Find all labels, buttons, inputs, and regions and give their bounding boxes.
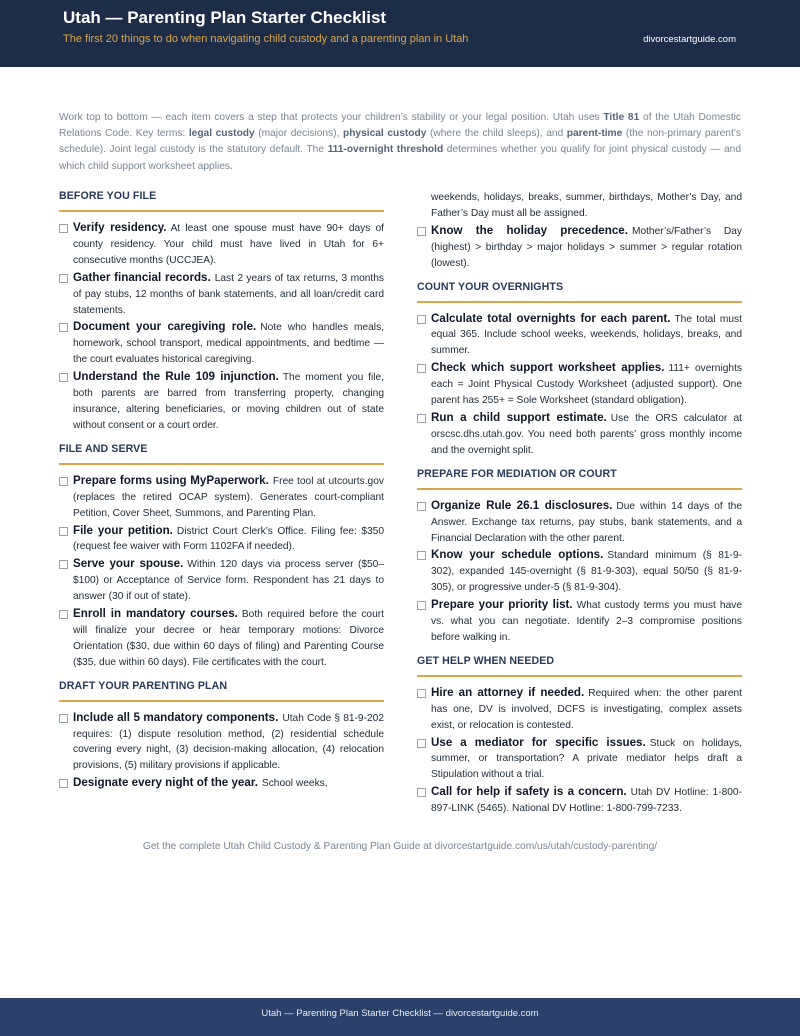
checklist-item: Organize Rule 26.1 disclosures. Due within 14 days of the Answer. Exchange tax returns, pay stubs, bank statements, and a Financial Declaration with the other parent. [417,498,742,547]
checklist-item: Know the holiday precedence. Mother’s/Father’s Day (highest) > birthday > major holidays > summer > regular rotation (lowest). [417,223,742,272]
page-subtitle: The first 20 things to do when navigating child custody and a parenting plan in Utah [63,33,469,45]
checkbox[interactable] [59,779,68,788]
checklist-item: Serve your spouse. Within 120 days via process server ($50–$100) or Acceptance of Service form. Respondent has 21 days to answer (30 if out of state). [59,556,384,605]
checklist-item: Calculate total overnights for each parent. The total must equal 365. Include school weeks, weekends, holidays, breaks, and summer. [417,311,742,360]
checkbox[interactable] [59,527,68,536]
checkbox[interactable] [417,788,426,797]
intro-paragraph: Work top to bottom — each item covers a step that protects your children’s stability or your legal position. Utah uses Title 81 of the Utah Domestic Relations Code. Key terms: legal custody (major decisions), physical custody (where the child sleeps), and parent-time (the non-primary parent’s schedule). Joint legal custody is the statutory default. The 111-overnight threshold determines whether you qualify for joint physical custody — and which child support worksheet applies. [59,112,742,172]
checklist-item: Prepare forms using MyPaperwork. Free tool at utcourts.gov (replaces the retired OCAP system). Generates court-compliant Petition, Cover Sheet, Summons, and Parenting Plan. [59,473,384,522]
footer-text: Utah — Parenting Plan Starter Checklist — divorcestartguide.com [261,1008,539,1019]
checklist-item: Call for help if safety is a concern. Utah DV Hotline: 1-800-897-LINK (5465). National DV Hotline: 1-800-799-7233. [417,784,742,817]
section-heading: DRAFT YOUR PARENTING PLAN [59,680,384,702]
guide-link[interactable]: Get the complete Utah Child Custody & Parenting Plan Guide at divorcestartguide.com/us/utah/custody-parenting/ [142,841,658,852]
left-column [59,190,384,793]
footer-bar [0,998,800,1036]
section-get-help [417,655,742,817]
checklist-item: Document your caregiving role. Note who handles meals, homework, school transport, medical appointments, and bedtime — the court evaluates historical caregiving. [59,319,384,368]
checklist-item: Prepare your priority list. What custody terms you must have vs. what you can negotiate. Identify 2–3 compromise positions before walking in. [417,597,742,646]
checkbox[interactable] [417,739,426,748]
checkbox[interactable] [417,414,426,423]
checklist-item: Understand the Rule 109 injunction. The moment you file, both parents are barred from transferring property, changing insurance, altering beneficiaries, or moving children out of state without consent or a court order. [59,369,384,434]
checkbox[interactable] [59,274,68,283]
checkbox[interactable] [417,364,426,373]
checklist-item: Hire an attorney if needed. Required when: the other parent has one, DV is involved, DCFS is investigating, complex assets exist, or relocation is contested. [417,685,742,734]
checkbox[interactable] [59,714,68,723]
section-count-overnights [417,281,742,459]
checkbox[interactable] [59,610,68,619]
checkbox[interactable] [59,477,68,486]
checklist-item: Run a child support estimate. Use the ORS calculator at orscsc.dhs.utah.gov. You need both parents’ gross monthly income and the overnight split. [417,410,742,459]
checklist-item-continued: weekends, holidays, breaks, summer, birthdays, Mother’s Day, and Father’s Day must all be assigned. [431,192,742,219]
section-file-and-serve [59,443,384,671]
checkbox[interactable] [59,373,68,382]
checklist-item: Know your schedule options. Standard minimum (§ 81-9-302), expanded 145-overnight (§ 81-9-303), equal 50/50 (§ 81-9-305), or progressive under-5 (§ 81-9-304). [417,547,742,596]
section-prepare-mediation [417,468,742,646]
section-draft-parenting-plan [59,680,384,793]
section-heading: FILE AND SERVE [59,443,384,465]
checkbox[interactable] [417,689,426,698]
page-header [0,0,800,67]
checklist-item: Verify residency. At least one spouse must have 90+ days of county residency. Your child must have lived in Utah for 6+ consecutive months (UCCJEA). [59,220,384,269]
page-title: Utah — Parenting Plan Starter Checklist [63,8,387,27]
checklist-item: Gather financial records. Last 2 years of tax returns, 3 months of pay stubs, 12 months of bank statements, and all loan/credit card statements. [59,270,384,319]
section-heading: COUNT YOUR OVERNIGHTS [417,281,742,303]
checklist-item: Enroll in mandatory courses. Both required before the court will finalize your decree or hear temporary motions: Divorce Orientation ($30, due within 60 days of filing) and Parenting Course ($35, due within 60 days). File certificates with the court. [59,606,384,671]
section-heading: PREPARE FOR MEDIATION OR COURT [417,468,742,490]
checkbox[interactable] [417,227,426,236]
section-heading: GET HELP WHEN NEEDED [417,655,742,677]
checkbox[interactable] [59,323,68,332]
checkbox[interactable] [417,315,426,324]
checklist-item: Check which support worksheet applies. 111+ overnights each = Joint Physical Custody Worksheet (adjusted support). One parent has 255+ = Sole Worksheet (standard obligation). [417,360,742,409]
right-column [417,190,742,818]
checkbox[interactable] [59,560,68,569]
site-name: divorcestartguide.com [643,34,736,45]
checkbox[interactable] [417,601,426,610]
checklist-item: Include all 5 mandatory components. Utah Code § 81-9-202 requires: (1) dispute resolution method, (2) residential schedule covering every night, (3) decision-making allocation, (4) relocation provisions, (5) military provisions if applicable. [59,710,384,775]
checklist-item: Use a mediator for specific issues. Stuck on holidays, summer, or transportation? A private mediator helps draft a Stipulation without a trial. [417,735,742,784]
checkbox[interactable] [417,502,426,511]
checkbox[interactable] [417,551,426,560]
checklist-item: File your petition. District Court Clerk’s Office. Filing fee: $350 (request fee waiver with Form 1102FA if needed). [59,523,384,556]
checklist-item: Designate every night of the year. School weeks, [59,775,384,792]
section-heading: BEFORE YOU FILE [59,190,384,212]
checkbox[interactable] [59,224,68,233]
section-before-you-file [59,190,384,434]
